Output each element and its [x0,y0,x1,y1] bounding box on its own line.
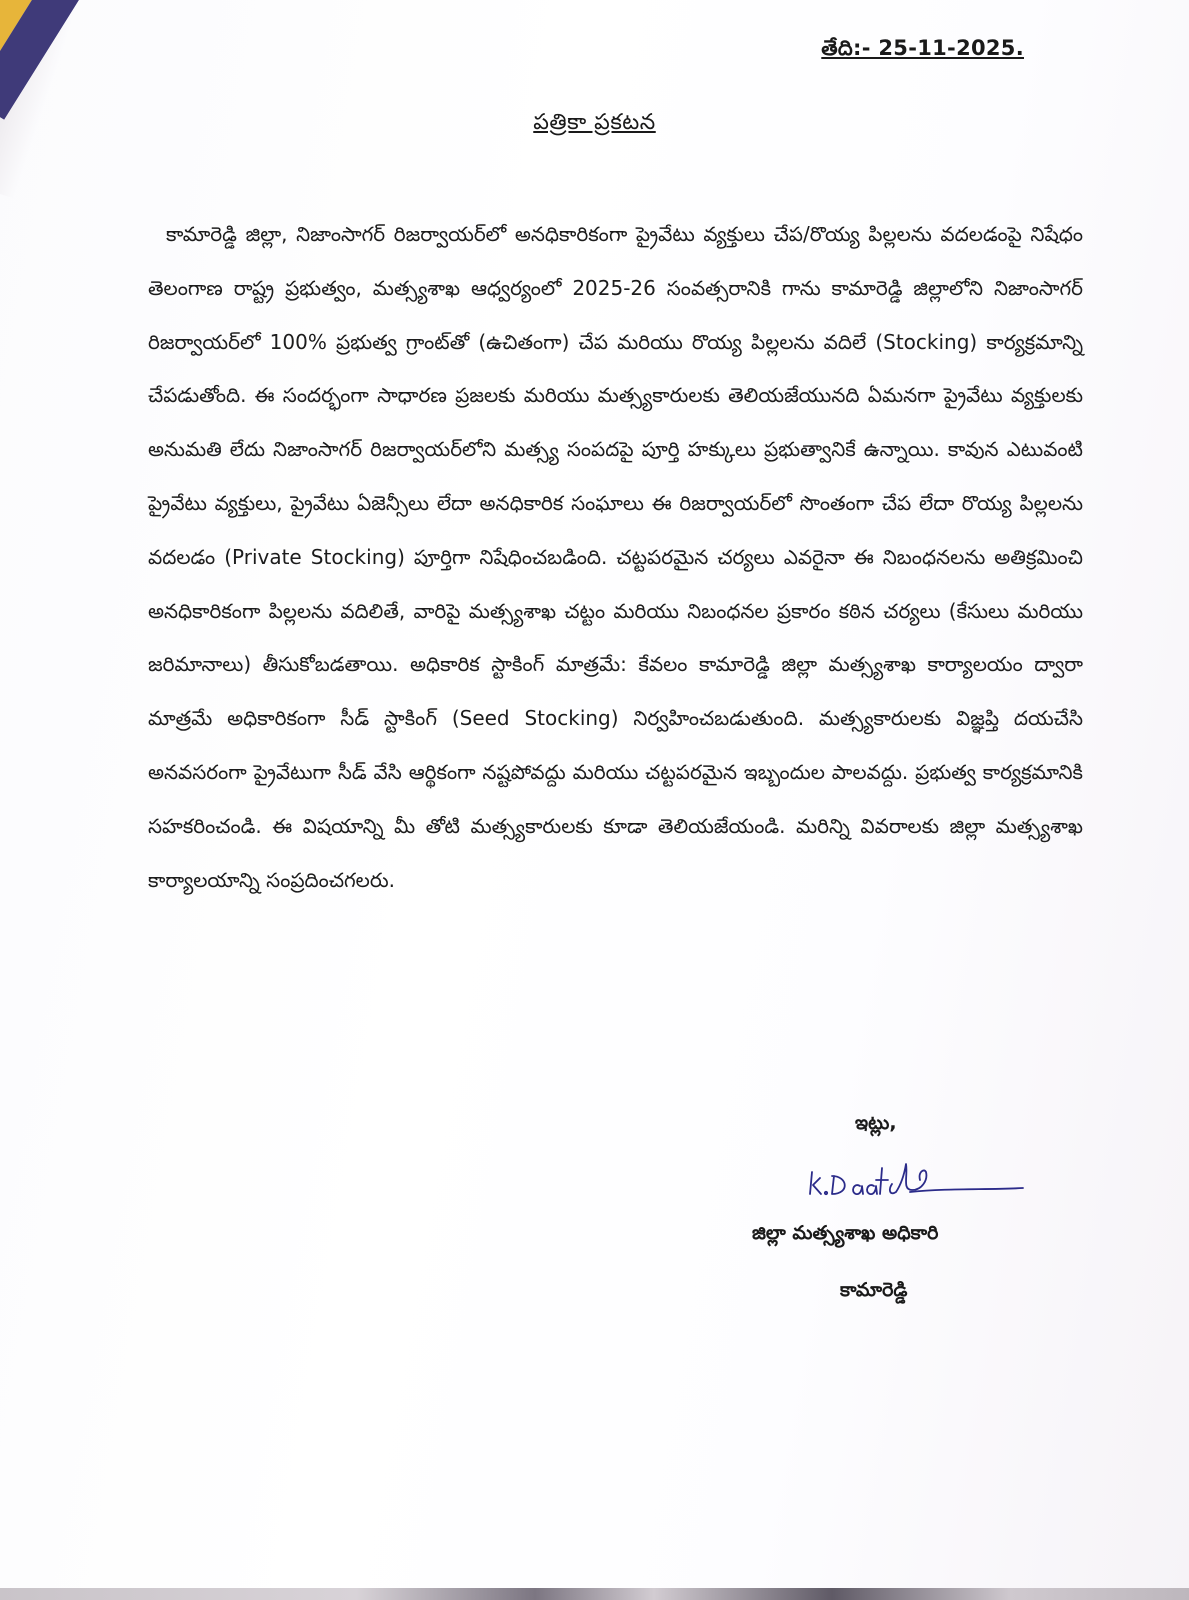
closing-salutation: ఇట్లు, [855,1112,897,1134]
handwritten-signature [808,1150,1028,1210]
bottom-edge-strip [0,1588,1189,1600]
document-heading: పత్రికా ప్రకటన [533,110,656,135]
document-date: తేది:- 25-11-2025. [821,36,1024,60]
press-release-body: కామారెడ్డి జిల్లా, నిజాంసాగర్ రిజర్వాయర్‌లో అనధికారికంగా ప్రైవేటు వ్యక్తులు చేప/రొయ్య పిల్లలను వదలడంపై నిషేధం తెలంగాణ రాష్ట్ర ప్రభుత్వం, మత్స్యశాఖ ఆధ్వర్యంలో 2025-26 సంవత్సరానికి గాను కామారెడ్డి జిల్లాలోని నిజాంసాగర్ రిజర్వాయర్‌లో 100% ప్రభుత్వ గ్రాంట్‌తో (ఉచితంగా) చేప మరియు రొయ్య పిల్లలను వదిలే (Stocking) కార్యక్రమాన్ని చేపడుతోంది. ఈ సందర్భంగా సాధారణ ప్రజలకు మరియు మత్స్యకారులకు తెలియజేయునది ఏమనగా ప్రైవేటు వ్యక్తులకు అనుమతి లేదు నిజాంసాగర్ రిజర్వాయర్‌లోని మత్స్య సంపదపై పూర్తి హక్కులు ప్రభుత్వానికే ఉన్నాయి. కావున ఎటువంటి ప్రైవేటు వ్యక్తులు, ప్రైవేటు ఏజెన్సీలు లేదా అనధికారిక సంఘాలు ఈ రిజర్వాయర్‌లో సొంతంగా చేప లేదా రొయ్య పిల్లలను వదలడం (Private Stocking) పూర్తిగా నిషేధించబడింది. చట్టపరమైన చర్యలు ఎవరైనా ఈ నిబంధనలను అతిక్రమించి అనధికారికంగా పిల్లలను వదిలితే, వారిపై మత్స్యశాఖ చట్టం మరియు నిబంధనల ప్రకారం కఠిన చర్యలు (కేసులు మరియు జరిమానాలు) తీసుకోబడతాయి. అధికారిక స్టాకింగ్ మాత్రమే: కేవలం కామారెడ్డి జిల్లా మత్స్యశాఖ కార్యాలయం ద్వారా మాత్రమే అధికారికంగా సీడ్ స్టాకింగ్ (Seed Stocking) నిర్వహించబడుతుంది. మత్స్యకారులకు విజ్ఞప్తి దయచేసి అనవసరంగా ప్రైవేటుగా సీడ్ వేసి ఆర్థికంగా నష్టపోవద్దు మరియు చట్టపరమైన ఇబ్బందుల పాలవద్దు. ప్రభుత్వ కార్యక్రమానికి సహకరించండి. ఈ విషయాన్ని మీ తోటి మత్స్యకారులకు కూడా తెలియజేయండి. మరిన్ని వివరాలకు జిల్లా మత్స్యశాఖ కార్యాలయాన్ని సంప్రదించగలరు. [148,222,1083,892]
office-place: కామారెడ్డి [840,1279,908,1301]
officer-designation: జిల్లా మత్స్యశాఖ అధికారి [752,1222,939,1244]
